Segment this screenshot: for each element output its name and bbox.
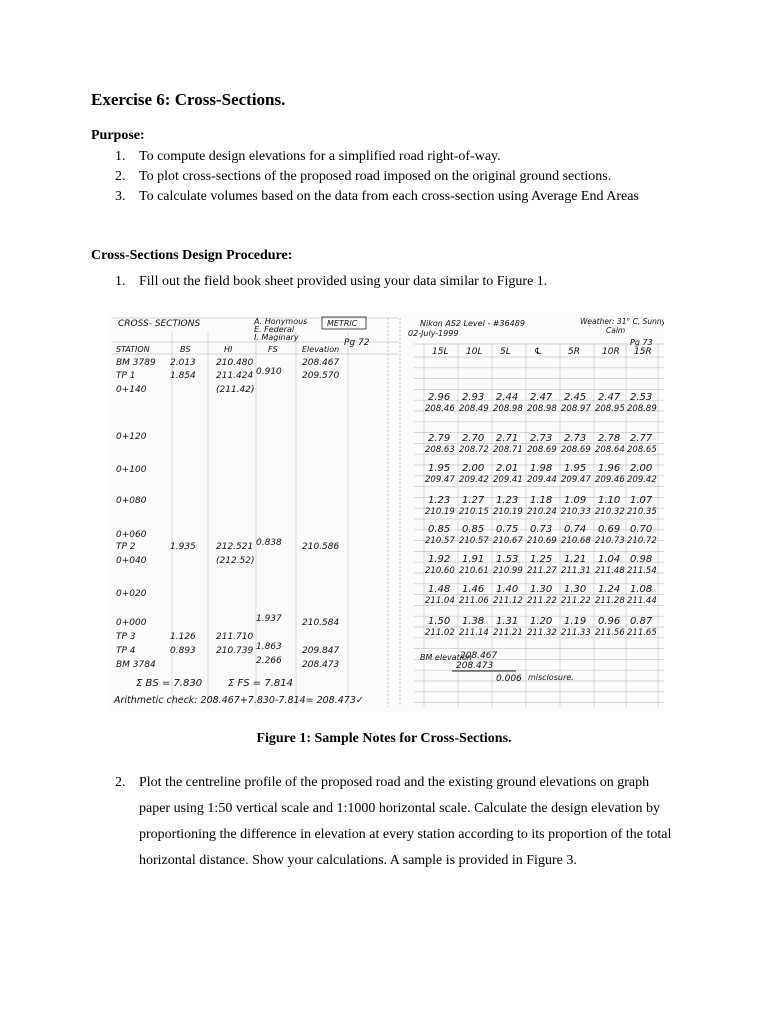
list-number: 1. <box>115 149 126 164</box>
offset-elevation: 209.47 <box>561 475 591 485</box>
offset-elevation: 211.32 <box>527 628 557 638</box>
station-label: TP 2 <box>116 542 136 552</box>
offset-elevation: 211.22 <box>561 596 591 606</box>
offset-elevation: 210.35 <box>627 507 657 517</box>
offset-elevation: 211.21 <box>493 628 523 638</box>
offset-reading: 1.09 <box>564 495 587 506</box>
station-label: TP 3 <box>116 632 136 642</box>
bm-elevation-1: 208.467 <box>460 651 498 661</box>
offset-reading: 1.23 <box>428 495 451 506</box>
offset-elevation: 211.06 <box>459 596 489 606</box>
offset-reading: 1.31 <box>496 616 519 627</box>
station-label: 0+000 <box>116 618 147 628</box>
offset-elevation: 211.54 <box>627 566 657 576</box>
offset-reading: 0.75 <box>496 524 519 535</box>
offset-elevation: 208.63 <box>425 445 455 455</box>
offset-elevation: 211.14 <box>459 628 489 638</box>
list-number: 1. <box>115 274 126 289</box>
offset-reading: 1.53 <box>496 554 519 565</box>
col-header-bs: BS <box>180 345 191 354</box>
bm-elevation-2: 208.473 <box>456 661 494 671</box>
offset-reading: 1.91 <box>462 554 485 565</box>
offset-elevation: 210.73 <box>595 536 625 546</box>
right-page-headers <box>432 347 652 357</box>
elevation-value: 208.467 <box>302 358 340 368</box>
offset-reading: 1.20 <box>530 616 553 627</box>
offset-elevation: 211.65 <box>627 628 657 638</box>
station-label: 0+120 <box>116 432 147 442</box>
hi-value: 210.739 <box>216 646 254 656</box>
backsight-value: 1.126 <box>170 632 196 642</box>
offset-reading: 2.78 <box>598 433 621 444</box>
field-notes-svg <box>108 312 664 712</box>
level-instrument: Nikon AS2 Level - #36489 <box>420 319 525 328</box>
offset-elevation: 210.57 <box>425 536 455 546</box>
offset-reading: 0.74 <box>564 524 587 535</box>
crew-name: E. Federal <box>254 325 295 334</box>
offset-elevation: 211.31 <box>561 566 591 576</box>
offset-reading: 2.79 <box>428 433 451 444</box>
list-item <box>115 770 675 874</box>
offset-header: 10L <box>466 347 483 357</box>
offset-elevation: 209.46 <box>595 475 625 485</box>
offset-elevation: 210.24 <box>527 507 557 517</box>
offset-elevation: 208.65 <box>627 445 657 455</box>
foresight-value: 1.937 <box>256 614 282 624</box>
offset-elevation: 210.68 <box>561 536 591 546</box>
offset-reading: 1.19 <box>564 616 587 627</box>
offset-reading: 1.30 <box>530 584 553 595</box>
list-item <box>115 147 675 167</box>
station-label: 0+020 <box>116 589 147 599</box>
procedure-heading: Cross-Sections Design Procedure: <box>91 248 293 263</box>
survey-date: 02-July-1999 <box>408 329 459 338</box>
list-number: 3. <box>115 189 126 204</box>
offset-reading: 1.95 <box>564 463 587 474</box>
list-text: To compute design elevations for a simplified road right-of-way. <box>139 149 501 164</box>
offset-reading: 1.50 <box>428 616 451 627</box>
metric-label: METRIC <box>327 319 358 328</box>
left-page-rows <box>116 358 339 670</box>
offset-reading: 1.07 <box>630 495 653 506</box>
hi-value: 211.424 <box>216 371 254 381</box>
station-label: BM 3789 <box>116 358 156 368</box>
offset-elevation: 209.42 <box>627 475 657 485</box>
station-label: 0+140 <box>116 385 147 395</box>
offset-reading: 1.40 <box>496 584 519 595</box>
offset-reading: 2.45 <box>564 392 587 403</box>
offset-elevation: 210.99 <box>493 566 523 576</box>
offset-reading: 1.24 <box>598 584 621 595</box>
offset-reading: 1.30 <box>564 584 587 595</box>
offset-reading: 1.95 <box>428 463 451 474</box>
offset-elevation: 211.33 <box>561 628 591 638</box>
hi-value: (212.52) <box>216 556 255 566</box>
offset-elevation: 210.19 <box>493 507 523 517</box>
offset-header: 15R <box>634 347 652 357</box>
offset-elevation: 208.69 <box>561 445 591 455</box>
station-label: 0+060 <box>116 530 147 540</box>
elevation-value: 209.570 <box>302 371 340 381</box>
offset-header: 15L <box>432 347 449 357</box>
purpose-list <box>115 147 675 207</box>
offset-elevation: 210.69 <box>527 536 557 546</box>
backsight-value: 0.893 <box>170 646 196 656</box>
offset-reading: 2.77 <box>630 433 653 444</box>
weather-calm: Calm <box>606 326 626 335</box>
backsight-value: 1.935 <box>170 542 196 552</box>
offset-elevation: 210.67 <box>493 536 523 546</box>
offset-elevation: 211.04 <box>425 596 455 606</box>
offset-elevation: 209.41 <box>493 475 523 485</box>
bm-elevation-label: BM elevation <box>420 653 472 662</box>
hi-value: (211.42) <box>216 385 255 395</box>
offset-reading: 0.69 <box>598 524 621 535</box>
offset-reading: 1.92 <box>428 554 451 565</box>
offset-reading: 1.18 <box>530 495 553 506</box>
list-text: To calculate volumes based on the data from each cross-section using Average End Areas <box>139 189 639 204</box>
col-header-station: STATION <box>116 345 150 354</box>
elevation-value: 208.473 <box>302 660 340 670</box>
elevation-value: 209.847 <box>302 646 340 656</box>
offset-reading: 1.96 <box>598 463 621 474</box>
offset-elevation: 210.15 <box>459 507 489 517</box>
hi-value: 210.480 <box>216 358 254 368</box>
list-number: 2. <box>115 775 126 790</box>
list-text: Fill out the field book sheet provided using your data similar to Figure 1. <box>139 274 548 289</box>
offset-header: ℄ <box>534 347 543 357</box>
offset-elevation: 211.22 <box>527 596 557 606</box>
offset-reading: 1.04 <box>598 554 621 565</box>
elevation-value: 210.586 <box>302 542 340 552</box>
list-item <box>115 167 675 187</box>
offset-reading: 1.98 <box>530 463 553 474</box>
offset-elevation: 210.33 <box>561 507 591 517</box>
offset-reading: 2.73 <box>564 433 587 444</box>
sum-bs: Σ BS = 7.830 <box>136 678 203 689</box>
offset-elevation: 211.27 <box>527 566 557 576</box>
offset-elevation: 211.28 <box>595 596 625 606</box>
list-text: To plot cross-sections of the proposed road imposed on the original ground sections. <box>139 169 612 184</box>
offset-reading: 1.23 <box>496 495 519 506</box>
station-label: TP 4 <box>116 646 136 656</box>
procedure-step-1 <box>115 272 675 292</box>
offset-elevation: 210.57 <box>459 536 489 546</box>
offset-elevation: 211.44 <box>627 596 657 606</box>
weather: Weather: 31° C, Sunny <box>580 317 664 326</box>
crew-name: I. Maginary <box>254 333 299 342</box>
offset-reading: 2.70 <box>462 433 485 444</box>
offset-header: 5L <box>500 347 511 357</box>
foresight-value: 0.838 <box>256 538 282 548</box>
offset-reading: 0.70 <box>630 524 653 535</box>
offset-elevation: 210.72 <box>627 536 657 546</box>
offset-header: 5R <box>568 347 580 357</box>
sum-fs: Σ FS = 7.814 <box>228 678 293 689</box>
crew-name: A. Honymous <box>254 317 308 326</box>
foresight-value: 0.910 <box>256 367 282 377</box>
offset-reading: 1.10 <box>598 495 621 506</box>
offset-reading: 2.00 <box>462 463 485 474</box>
offset-elevation: 210.32 <box>595 507 625 517</box>
list-item <box>115 187 659 207</box>
offset-elevation: 208.69 <box>527 445 557 455</box>
right-page-rows <box>425 392 657 638</box>
offset-elevation: 208.98 <box>493 404 523 414</box>
offset-reading: 0.85 <box>428 524 451 535</box>
field-book-header: CROSS- SECTIONS <box>118 319 201 329</box>
offset-reading: 0.73 <box>530 524 553 535</box>
offset-elevation: 208.95 <box>595 404 625 414</box>
offset-elevation: 210.60 <box>425 566 455 576</box>
offset-elevation: 208.49 <box>459 404 489 414</box>
hi-value: 211.710 <box>216 632 254 642</box>
offset-elevation: 211.02 <box>425 628 455 638</box>
list-number: 2. <box>115 169 126 184</box>
offset-reading: 1.46 <box>462 584 485 595</box>
offset-elevation: 211.56 <box>595 628 625 638</box>
offset-elevation: 210.19 <box>425 507 455 517</box>
figure-caption: Figure 1: Sample Notes for Cross-Sections. <box>256 731 512 746</box>
backsight-value: 1.854 <box>170 371 196 381</box>
offset-reading: 2.73 <box>530 433 553 444</box>
offset-reading: 1.48 <box>428 584 451 595</box>
col-header-fs: FS <box>268 345 278 354</box>
offset-reading: 0.98 <box>630 554 653 565</box>
offset-elevation: 209.42 <box>459 475 489 485</box>
offset-reading: 0.87 <box>630 616 653 627</box>
right-page-number: Pg 73 <box>630 338 653 347</box>
station-label: BM 3784 <box>116 660 156 670</box>
purpose-heading: Purpose: <box>91 128 145 143</box>
offset-elevation: 208.46 <box>425 404 455 414</box>
offset-header: 10R <box>602 347 620 357</box>
col-header-elevation: Elevation <box>302 345 340 354</box>
offset-reading: 2.47 <box>598 392 621 403</box>
offset-reading: 0.85 <box>462 524 485 535</box>
station-label: TP 1 <box>116 371 136 381</box>
offset-reading: 2.47 <box>530 392 553 403</box>
offset-elevation: 208.72 <box>459 445 489 455</box>
offset-reading: 2.96 <box>428 392 451 403</box>
offset-elevation: 208.97 <box>561 404 591 414</box>
offset-reading: 1.27 <box>462 495 485 506</box>
list-text: Plot the centreline profile of the proposed road and the existing ground elevations on graph paper using 1:50 vertical scale and 1:1000 horizontal scale. Calculate the design elevation by proportioning the difference in elevation at every station according to its proportion of the total horizontal distance. Show your calculations. A sample is provided in Figure 3. <box>139 775 672 868</box>
backsight-value: 2.013 <box>170 358 196 368</box>
arithmetic-check: Arithmetic check: 208.467+7.830-7.814= 208.473✓ <box>114 695 364 706</box>
offset-reading: 1.08 <box>630 584 653 595</box>
offset-elevation: 209.47 <box>425 475 455 485</box>
offset-reading: 2.01 <box>496 463 519 474</box>
page-title: Exercise 6: Cross-Sections. <box>91 90 286 109</box>
offset-reading: 2.71 <box>496 433 519 444</box>
col-header-hi: HI <box>224 345 233 354</box>
offset-elevation: 211.12 <box>493 596 523 606</box>
offset-elevation: 208.89 <box>627 404 657 414</box>
left-page-number: Pg 72 <box>344 338 370 348</box>
hi-value: 212.521 <box>216 542 254 552</box>
offset-reading: 0.96 <box>598 616 621 627</box>
station-label: 0+100 <box>116 465 147 475</box>
offset-reading: 2.93 <box>462 392 485 403</box>
station-label: 0+080 <box>116 496 147 506</box>
station-label: 0+040 <box>116 556 147 566</box>
elevation-value: 210.584 <box>302 618 340 628</box>
list-item <box>115 272 675 292</box>
offset-elevation: 208.98 <box>527 404 557 414</box>
misclosure-value: 0.006 <box>496 674 522 684</box>
offset-elevation: 209.44 <box>527 475 557 485</box>
offset-elevation: 210.61 <box>459 566 489 576</box>
offset-elevation: 211.48 <box>595 566 625 576</box>
field-notes-figure <box>108 312 664 712</box>
offset-reading: 1.38 <box>462 616 485 627</box>
offset-reading: 1.25 <box>530 554 553 565</box>
misclosure-label: misclosure. <box>528 673 574 682</box>
offset-reading: 2.00 <box>630 463 653 474</box>
offset-elevation: 208.71 <box>493 445 523 455</box>
offset-elevation: 208.64 <box>595 445 625 455</box>
offset-reading: 2.44 <box>496 392 519 403</box>
offset-reading: 1.21 <box>564 554 587 565</box>
procedure-step-2 <box>115 770 675 874</box>
offset-reading: 2.53 <box>630 392 653 403</box>
foresight-value: 2.266 <box>256 656 282 666</box>
foresight-value: 1.863 <box>256 642 282 652</box>
